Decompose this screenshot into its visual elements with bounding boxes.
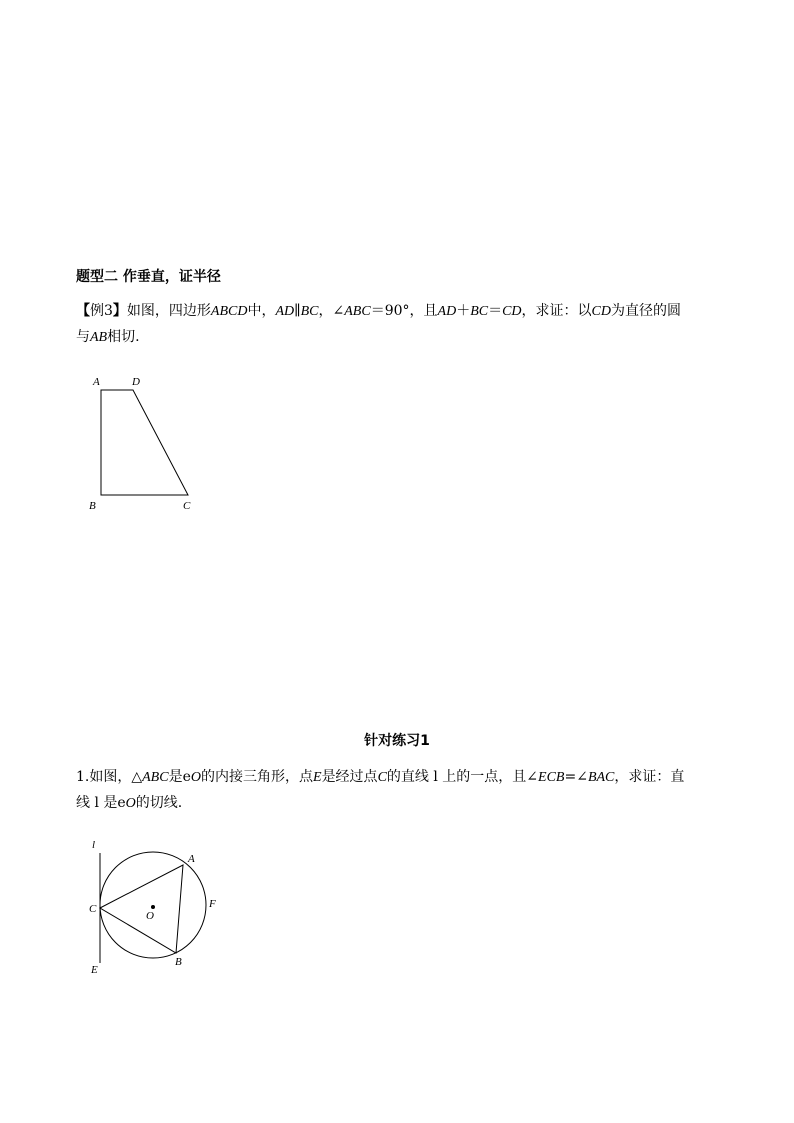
text-segment: 相切. — [107, 329, 140, 345]
text-segment: 如图，四边形 — [126, 303, 211, 319]
example3-bracket-open: 【 — [76, 303, 90, 319]
text-segment: ，∠ — [318, 303, 345, 319]
math-var: AD — [275, 304, 295, 319]
math-var: AD — [437, 304, 457, 319]
text-segment: ，求证：以 — [521, 303, 592, 319]
math-var: E — [313, 770, 322, 785]
math-var: ECB — [538, 770, 565, 785]
label-C: C — [89, 903, 97, 915]
text-segment: ＋ — [456, 303, 471, 319]
center-point-o — [151, 905, 155, 909]
math-var: BAC — [587, 770, 615, 785]
math-var: CD — [502, 304, 522, 319]
text-segment: 的内接三角形，点 — [201, 769, 313, 785]
label-B: B — [89, 500, 96, 512]
math-var: CD — [591, 304, 611, 319]
section-title: 题型二 作垂直，证半径 — [76, 269, 221, 285]
math-var: BC — [300, 304, 319, 319]
example3-line2 — [76, 324, 140, 351]
label-F: F — [209, 898, 216, 910]
label-l: l — [92, 839, 96, 851]
text-segment: 的直线 l 上的一点，且∠ — [386, 769, 539, 785]
label-C: C — [183, 500, 191, 512]
math-var: BC — [470, 304, 489, 319]
text-segment: 是经过点 — [321, 769, 378, 785]
math-var: O — [125, 796, 136, 811]
text-segment: 的切线. — [135, 795, 183, 811]
label-E: E — [91, 964, 98, 976]
math-var: O — [190, 770, 201, 785]
text-segment: 是e — [168, 769, 191, 785]
text-segment: 为直径的圆 — [611, 303, 681, 319]
label-A: A — [93, 376, 100, 388]
example3-label: 例3 — [90, 303, 113, 319]
text-segment: 中， — [247, 303, 276, 319]
example3-line1 — [76, 298, 681, 325]
circle-tangent-figure — [80, 835, 240, 985]
text-segment: ＝ — [488, 303, 503, 319]
text-segment: 与 — [76, 329, 90, 345]
label-B: B — [175, 956, 182, 968]
text-segment: ＝90°，且 — [370, 303, 438, 319]
label-O: O — [146, 910, 154, 922]
example3-bracket-close: 】 — [112, 303, 127, 319]
problem1-line1 — [76, 764, 684, 791]
trapezoid-figure — [80, 368, 220, 518]
practice-title: 针对练习1 — [364, 733, 430, 749]
problem1-line2 — [76, 790, 182, 817]
label-D: D — [132, 376, 140, 388]
label-A: A — [188, 853, 195, 865]
math-var: AB — [90, 330, 108, 345]
trapezoid-abcd — [101, 390, 188, 495]
text-segment: ∥ — [294, 303, 301, 319]
math-var: C — [377, 770, 387, 785]
text-segment: ，求证：直 — [614, 769, 685, 785]
math-var: ABC — [344, 304, 371, 319]
text-segment: =∠ — [564, 769, 588, 785]
math-var: ABC — [142, 770, 169, 785]
text-segment: 线 l 是e — [76, 795, 126, 811]
text-segment: 1.如图，△ — [76, 769, 143, 785]
math-var: ABCD — [210, 304, 248, 319]
